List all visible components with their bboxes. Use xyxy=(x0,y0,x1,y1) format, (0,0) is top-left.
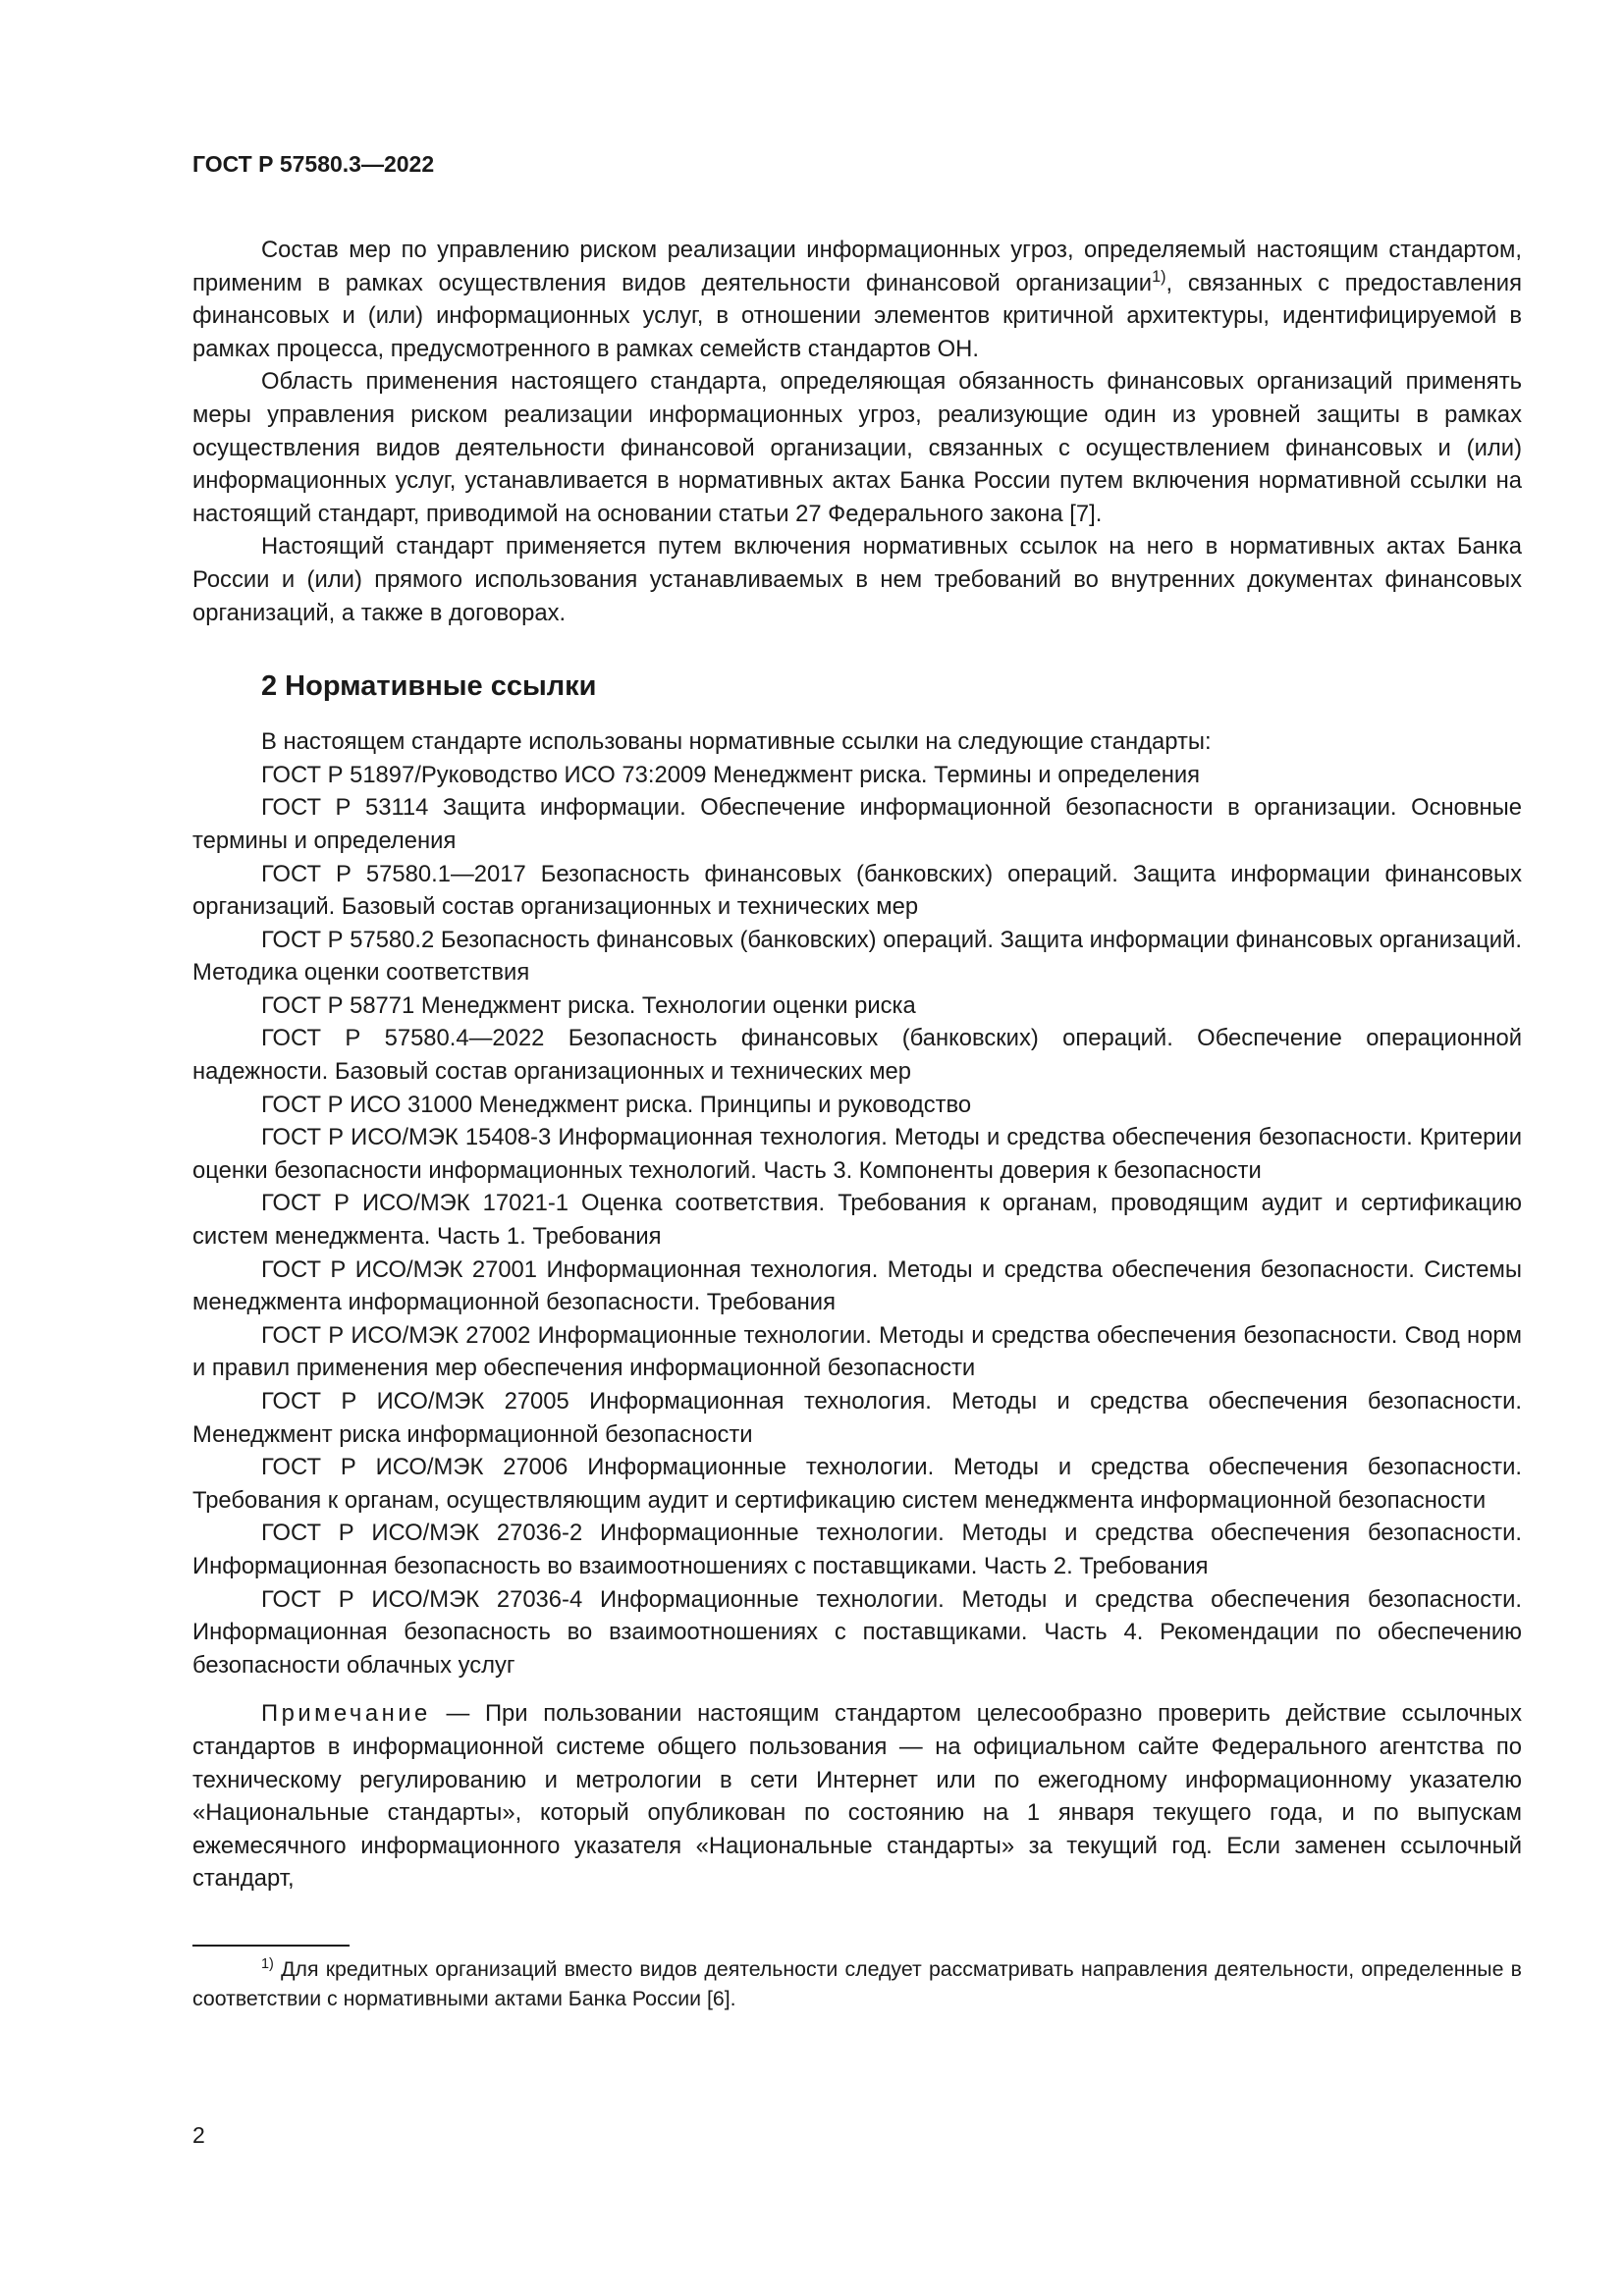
reference-item: ГОСТ Р 51897/Руководство ИСО 73:2009 Менеджмент риска. Термины и определения xyxy=(261,761,1201,788)
reference-item: ГОСТ Р ИСО/МЭК 27005 Информационная технология. Методы и средства обеспечения безопасности. Менеджмент риска информационной безопасности xyxy=(192,1388,1522,1448)
footnote-text: Для кредитных организаций вместо видов деятельности следует рассматривать направления деятельности, определенные в соответствии с нормативными актами Банка России [6]. xyxy=(192,1956,1522,2011)
reference-item: ГОСТ Р 57580.1—2017 Безопасность финансовых (банковских) операций. Защита информации финансовых организаций. Базовый состав организационных и технических мер xyxy=(192,860,1522,921)
normative-references xyxy=(192,725,1522,1896)
intro-section xyxy=(192,234,1522,629)
references-lead: В настоящем стандарте использованы нормативные ссылки на следующие стандарты: xyxy=(261,728,1212,756)
footnote-reference: 1) xyxy=(1152,267,1166,286)
reference-item: ГОСТ Р 57580.4—2022 Безопасность финансовых (банковских) операций. Обеспечение операционной надежности. Базовый состав организационных и технических мер xyxy=(192,1025,1522,1086)
note-text: — При пользовании настоящим стандартом целесообразно проверить действие ссылочных стандартов в информационной системе общего пользования — на официальном сайте Федерального агентства по техническому регулированию и метрологии в сети Интернет или по ежегодному информационному указателю «Национальные стандарты», который опубликован по состоянию на 1 января текущего года, и по выпускам ежемесячного информационного указателя «Национальные стандарты» за текущий год. Если заменен ссылочный стандарт, xyxy=(192,1700,1522,1893)
page-number: 2 xyxy=(192,2122,205,2148)
reference-item: ГОСТ Р ИСО/МЭК 27036-4 Информационные технологии. Методы и средства обеспечения безопасности. Информационная безопасность во взаимоотношениях с поставщиками. Часть 4. Рекомендации по обеспечению безопасности облачных услуг xyxy=(192,1585,1522,1679)
reference-item: ГОСТ Р ИСО 31000 Менеджмент риска. Принципы и руководство xyxy=(261,1091,972,1118)
note-paragraph xyxy=(192,1697,1522,1896)
intro-paragraph-3: Настоящий стандарт применяется путем включения нормативных ссылок на него в нормативных актах Банка России и (или) прямого использования устанавливаемых в нем требований во внутренних документах финансовых организаций, а также в договорах. xyxy=(192,533,1522,626)
note-label: Примечание xyxy=(261,1700,431,1728)
reference-item: ГОСТ Р ИСО/МЭК 15408-3 Информационная технология. Методы и средства обеспечения безопасности. Критерии оценки безопасности информационных технологий. Часть 3. Компоненты доверия к безопасности xyxy=(192,1124,1522,1184)
reference-item: ГОСТ Р ИСО/МЭК 17021-1 Оценка соответствия. Требования к органам, проводящим аудит и сертификацию систем менеджмента. Часть 1. Требования xyxy=(192,1190,1522,1251)
reference-item: ГОСТ Р 53114 Защита информации. Обеспечение информационной безопасности в организации. Основные термины и определения xyxy=(192,794,1522,854)
footnote-divider xyxy=(192,1945,350,1947)
footnote-marker: 1) xyxy=(261,1955,274,1972)
intro-paragraph-2: Область применения настоящего стандарта, определяющая обязанность финансовых организаций применять меры управления риском реализации информационных угроз, реализующие один из уровней защиты в рамках осуществления видов деятельности финансовой организации, связанных с осуществлением финансовых и (или) информационных услуг, устанавливается в нормативных актах Банка России путем включения нормативной ссылки на настоящий стандарт, приводимой на основании статьи 27 Федерального закона [7]. xyxy=(192,368,1522,527)
reference-item: ГОСТ Р ИСО/МЭК 27001 Информационная технология. Методы и средства обеспечения безопасности. Системы менеджмента информационной безопасности. Требования xyxy=(192,1255,1522,1316)
intro-paragraph-1 xyxy=(192,234,1522,365)
document-header: ГОСТ Р 57580.3—2022 xyxy=(192,151,435,177)
reference-item: ГОСТ Р ИСО/МЭК 27006 Информационные технологии. Методы и средства обеспечения безопасности. Требования к органам, осуществляющим аудит и сертификацию систем менеджмента информационной безопасности xyxy=(192,1454,1522,1514)
intro-paragraph-1-text: Состав мер по управлению риском реализации информационных угроз, определяемый настоящим стандартом, применим в рамках осуществления видов деятельности финансовой организации xyxy=(192,237,1522,296)
reference-item: ГОСТ Р ИСО/МЭК 27036-2 Информационные технологии. Методы и средства обеспечения безопасности. Информационная безопасность во взаимоотношениях с поставщиками. Часть 2. Требования xyxy=(192,1520,1522,1579)
footnote xyxy=(192,1954,1522,2014)
reference-item: ГОСТ Р 58771 Менеджмент риска. Технологии оценки риска xyxy=(261,991,916,1019)
section-heading: 2 Нормативные ссылки xyxy=(261,670,597,703)
reference-item: ГОСТ Р 57580.2 Безопасность финансовых (банковских) операций. Защита информации финансовых организаций. Методика оценки соответствия xyxy=(192,926,1522,987)
reference-item: ГОСТ Р ИСО/МЭК 27002 Информационные технологии. Методы и средства обеспечения безопасности. Свод норм и правил применения мер обеспечения информационной безопасности xyxy=(192,1321,1522,1382)
intro-paragraph-1-continuation: , связанных с предоставления финансовых и (или) информационных услуг, в отношении элементов критичной архитектуры, идентифицируемой в рамках процесса, предусмотренного в рамках семейств стандартов ОН. xyxy=(192,269,1522,362)
